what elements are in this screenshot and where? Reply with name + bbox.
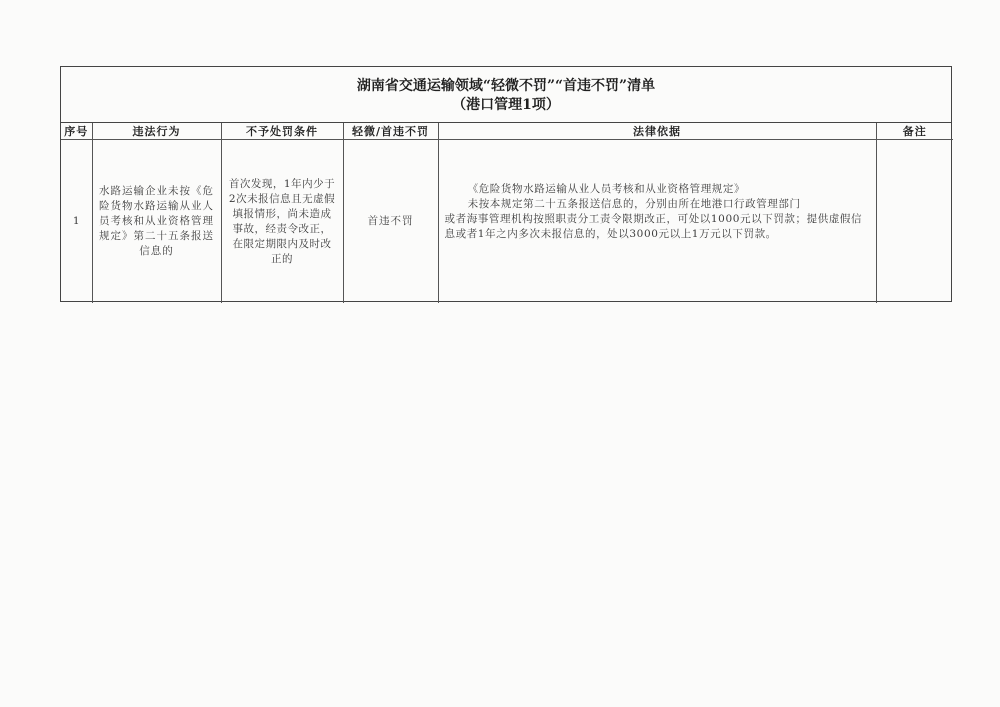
cell-condition: 首次发现，1年内少于2次未报信息且无虚假填报情形，尚未造成事故，经责令改正，在限定期限内及时改正的 <box>221 140 343 304</box>
document-table-frame <box>60 66 952 302</box>
header-no: 序号 <box>61 123 92 140</box>
cell-remarks <box>876 140 953 304</box>
header-legal-basis: 法律依据 <box>438 123 876 140</box>
header-type: 轻微/首违不罚 <box>343 123 438 140</box>
legal-basis-title: 《危险货物水路运输从业人员考核和从业资格管理规定》 <box>467 183 746 195</box>
cell-violation: 水路运输企业未按《危险货物水路运输从业人员考核和从业资格管理规定》第二十五条报送信息的 <box>92 140 221 304</box>
header-condition: 不予处罚条件 <box>221 123 343 140</box>
penalty-list-table <box>61 123 953 303</box>
table-row <box>61 140 953 304</box>
legal-basis-text-cont: 或者海事管理机构按照职责分工责令限期改正，可处以1000元以下罚款；提供虚假信息或者1年之内多次未报信息的，处以3000元以上1万元以下罚款。 <box>444 213 863 240</box>
table-header-row <box>61 123 953 140</box>
document-title: 湖南省交通运输领域“轻微不罚”“首违不罚”清单 <box>356 78 656 94</box>
document-subtitle: （港口管理1项） <box>452 97 560 113</box>
legal-basis-text: 未按本规定第二十五条报送信息的，分别由所在地港口行政管理部门 <box>467 198 801 210</box>
title-block <box>61 67 951 123</box>
header-remarks: 备注 <box>876 123 953 140</box>
cell-legal-basis <box>438 140 876 304</box>
cell-no: 1 <box>61 140 92 304</box>
header-violation: 违法行为 <box>92 123 221 140</box>
cell-type: 首违不罚 <box>343 140 438 304</box>
